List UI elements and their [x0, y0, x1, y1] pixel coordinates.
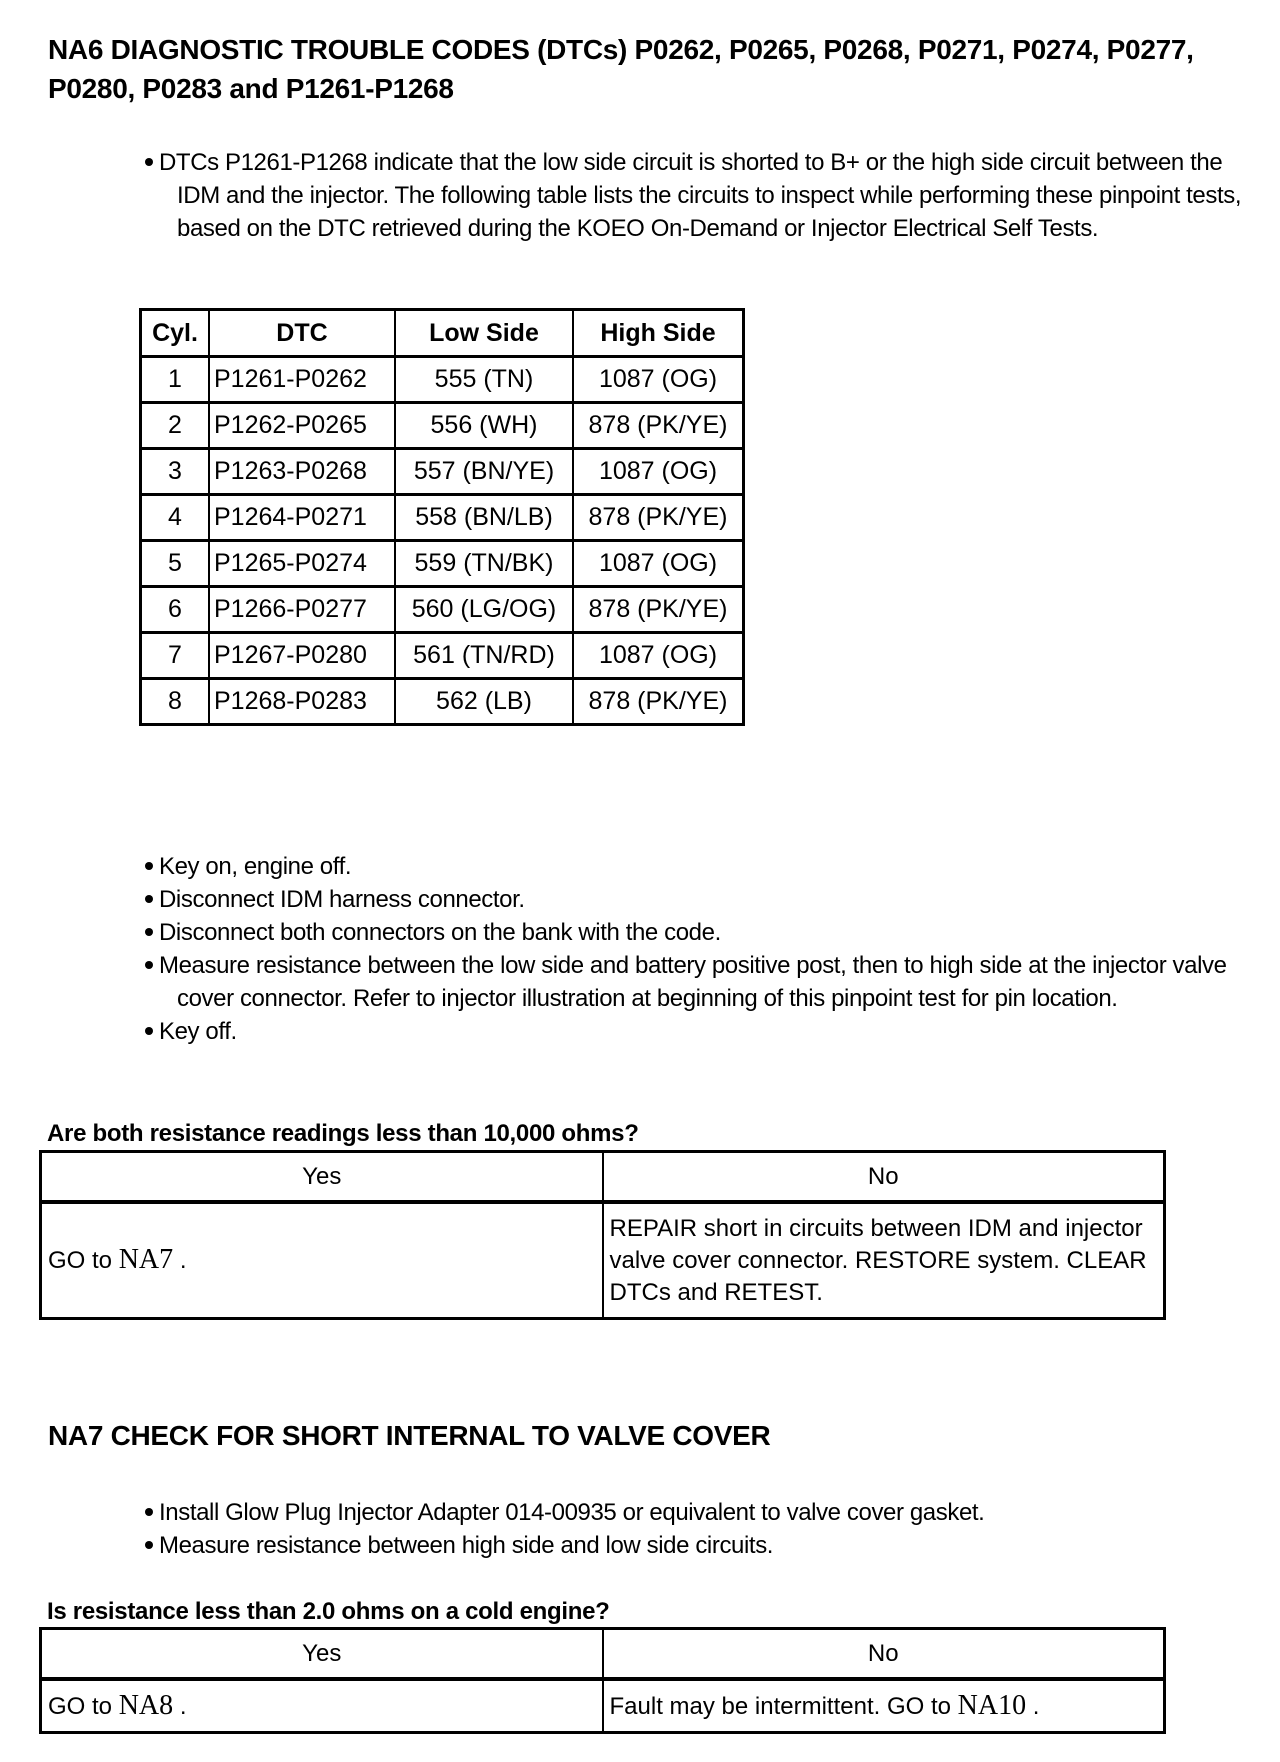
na6-intro-list: [130, 146, 1260, 245]
bullet-item: Disconnect IDM harness connector.: [130, 883, 1260, 916]
header-high-side: High Side: [573, 310, 744, 357]
bullet-icon: [145, 1027, 153, 1035]
no-header: No: [603, 1629, 1165, 1680]
table-row: 3 P1263-P0268 557 (BN/YE) 1087 (OG): [141, 449, 744, 495]
yes-header: Yes: [41, 1152, 603, 1203]
no-header: No: [603, 1152, 1165, 1203]
table-row: 6 P1266-P0277 560 (LG/OG) 878 (PK/YE): [141, 587, 744, 633]
bullet-icon: [145, 158, 153, 166]
bullet-icon: [145, 862, 153, 870]
na6-steps-list: [130, 850, 1260, 1048]
bullet-item: Key off.: [130, 1015, 1260, 1048]
dtc-circuit-table: [139, 308, 745, 726]
bullet-item: DTCs P1261-P1268 indicate that the low side circuit is shorted to B+ or the high side circuit between the IDM and the injector. The following table lists the circuits to inspect while performing these pinpoint tests, based on the DTC retrieved during the KOEO On-Demand or Injector Electrical Self Tests.: [130, 146, 1260, 245]
na7-heading: NA7 CHECK FOR SHORT INTERNAL TO VALVE COVER: [48, 1420, 771, 1451]
no-action: Fault may be intermittent. GO to NA10 .: [603, 1679, 1165, 1733]
table-row: 7 P1267-P0280 561 (TN/RD) 1087 (OG): [141, 633, 744, 679]
bullet-item: Key on, engine off.: [130, 850, 1260, 883]
na7-steps-list: [130, 1496, 1260, 1562]
bullet-icon: [145, 895, 153, 903]
table-row: 2 P1262-P0265 556 (WH) 878 (PK/YE): [141, 403, 744, 449]
table-row: 1 P1261-P0262 555 (TN) 1087 (OG): [141, 357, 744, 403]
bullet-item: Measure resistance between high side and low side circuits.: [130, 1529, 1260, 1562]
bullet-icon: [145, 961, 153, 969]
na6-question: Are both resistance readings less than 10,000 ohms?: [47, 1120, 639, 1147]
na6-yes-no-table: [39, 1150, 1166, 1320]
header-dtc: DTC: [209, 310, 395, 357]
table-header-row: [141, 310, 744, 357]
na7-question: Is resistance less than 2.0 ohms on a cold engine?: [47, 1598, 610, 1625]
yes-header: Yes: [41, 1629, 603, 1680]
na6-heading: NA6 DIAGNOSTIC TROUBLE CODES (DTCs) P0262, P0265, P0268, P0271, P0274, P0277, P0280, P0283 and P1261-P1268: [48, 34, 1194, 104]
bullet-item: Install Glow Plug Injector Adapter 014-00935 or equivalent to valve cover gasket.: [130, 1496, 1260, 1529]
table-row: 8 P1268-P0283 562 (LB) 878 (PK/YE): [141, 679, 744, 725]
goto-na8-link[interactable]: NA8: [118, 1689, 174, 1721]
yes-action: GO to NA7 .: [41, 1202, 603, 1319]
no-action: REPAIR short in circuits between IDM and injector valve cover connector. RESTORE system. CLEAR DTCs and RETEST.: [603, 1202, 1165, 1319]
na7-yes-no-table: [39, 1627, 1166, 1734]
bullet-item: Disconnect both connectors on the bank with the code.: [130, 916, 1260, 949]
bullet-icon: [145, 1508, 153, 1516]
table-row: 5 P1265-P0274 559 (TN/BK) 1087 (OG): [141, 541, 744, 587]
bullet-icon: [145, 1541, 153, 1549]
goto-na10-link[interactable]: NA10: [957, 1689, 1027, 1721]
header-cyl: Cyl.: [141, 310, 210, 357]
goto-na7-link[interactable]: NA7: [118, 1244, 174, 1275]
bullet-item: Measure resistance between the low side and battery positive post, then to high side at the injector valve cover connector. Refer to injector illustration at beginning of this pinpoint test for pin location.: [130, 949, 1260, 1015]
yes-action: GO to NA8 .: [41, 1679, 603, 1733]
table-row: 4 P1264-P0271 558 (BN/LB) 878 (PK/YE): [141, 495, 744, 541]
bullet-icon: [145, 928, 153, 936]
header-low-side: Low Side: [395, 310, 573, 357]
